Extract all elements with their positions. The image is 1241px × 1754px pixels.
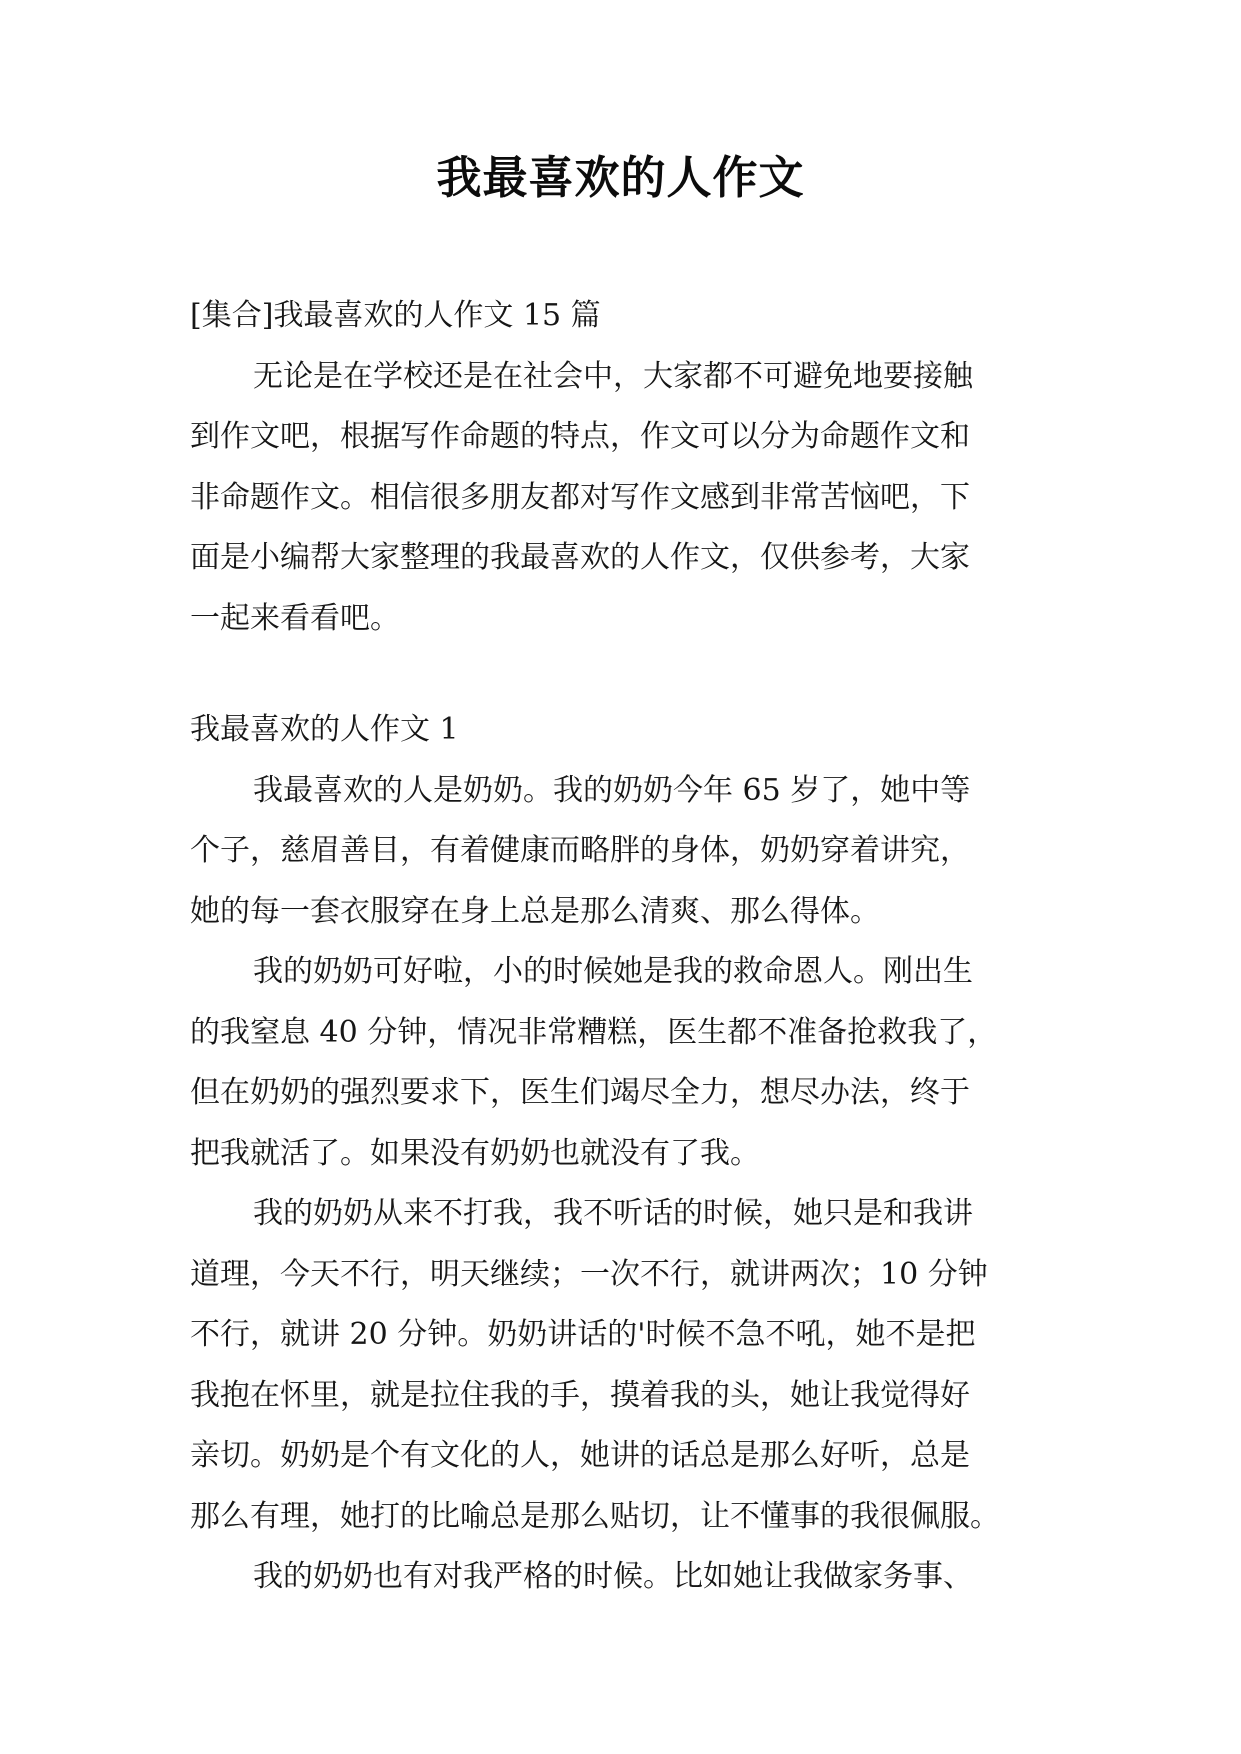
intro-line: 一起来看看吧。 [190, 600, 400, 636]
paragraph-line: 的我窒息 40 分钟，情况非常糟糕，医生都不准备抢救我了， [190, 1014, 998, 1050]
intro-line: 无论是在学校还是在社会中，大家都不可避免地要接触 [253, 358, 973, 394]
paragraph-line: 我的奶奶从来不打我，我不听话的时候，她只是和我讲 [253, 1196, 973, 1231]
document-subtitle: [集合]我最喜欢的人作文 15 篇 [190, 298, 601, 333]
intro-line: 面是小编帮大家整理的我最喜欢的人作文，仅供参考，大家 [190, 540, 970, 575]
section-spacer [190, 649, 1070, 700]
intro-line: 非命题作文。相信很多朋友都对写作文感到非常苦恼吧，下 [190, 479, 970, 515]
paragraph-line: 我的奶奶也有对我严格的时候。比如她让我做家务事、 [253, 1559, 973, 1594]
section-heading: 我最喜欢的人作文 1 [190, 712, 459, 747]
paragraph-line: 我抱在怀里，就是拉住我的手，摸着我的头，她让我觉得好 [190, 1377, 970, 1413]
paragraph-line: 亲切。奶奶是个有文化的人，她讲的话总是那么好听，总是 [190, 1438, 970, 1473]
paragraph-line: 那么有理，她打的比喻总是那么贴切，让不懂事的我很佩服。 [190, 1498, 1000, 1534]
paragraph-line: 但在奶奶的强烈要求下，医生们竭尽全力，想尽办法，终于 [190, 1075, 970, 1110]
paragraph-line: 把我就活了。如果没有奶奶也就没有了我。 [190, 1135, 760, 1171]
paragraph-line: 个子，慈眉善目，有着健康而略胖的身体，奶奶穿着讲究， [190, 833, 970, 868]
paragraph-line: 她的每一套衣服穿在身上总是那么清爽、那么得体。 [190, 893, 880, 929]
document-title: 我最喜欢的人作文 [436, 151, 805, 204]
intro-line: 到作文吧，根据写作命题的特点，作文可以分为命题作文和 [190, 419, 970, 454]
paragraph-line: 道理，今天不行，明天继续；一次不行，就讲两次；10 分钟 [190, 1256, 988, 1292]
paragraph-line: 我的奶奶可好啦，小的时候她是我的救命恩人。刚出生 [253, 954, 973, 989]
document-body [190, 286, 1070, 1608]
paragraph-line: 我最喜欢的人是奶奶。我的奶奶今年 65 岁了，她中等 [253, 772, 971, 808]
paragraph-line: 不行，就讲 20 分钟。奶奶讲话的'时候不急不吼，她不是把 [190, 1317, 976, 1352]
